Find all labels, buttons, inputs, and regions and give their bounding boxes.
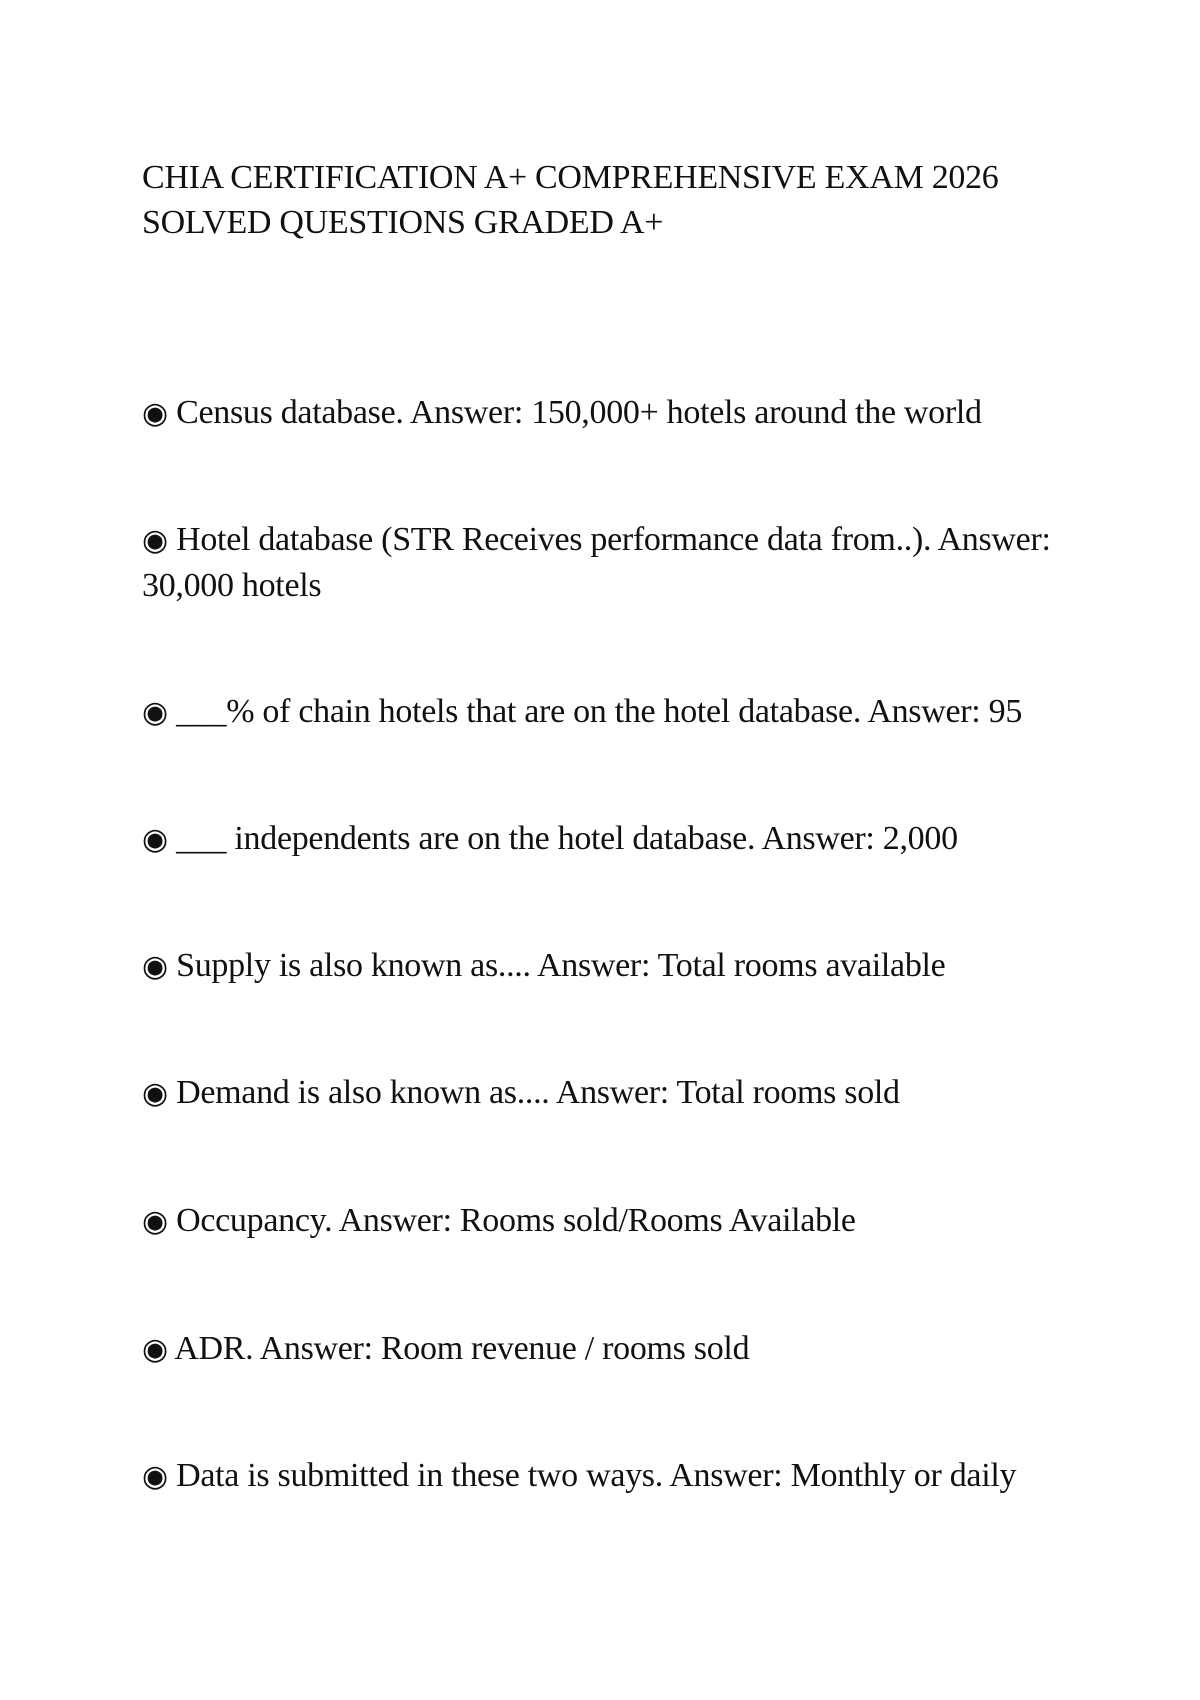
- qa-item: [142, 1326, 1062, 1372]
- qa-item: [142, 517, 1062, 608]
- qa-item-text: Hotel database (STR Receives performance data from..). Answer: 30,000 hotels: [142, 521, 1051, 604]
- fisheye-bullet-icon: ◉: [142, 1077, 168, 1110]
- qa-item: [142, 689, 1062, 735]
- qa-item: [142, 1453, 1062, 1499]
- qa-item: [142, 816, 1062, 862]
- qa-item-text: Demand is also known as.... Answer: Total rooms sold: [176, 1074, 900, 1111]
- document-title-line-2: SOLVED QUESTIONS GRADED A+: [142, 204, 664, 241]
- qa-item-text: ___% of chain hotels that are on the hotel database. Answer: 95: [176, 693, 1023, 730]
- qa-item: [142, 1198, 1062, 1244]
- document-title-line-1: CHIA CERTIFICATION A+ COMPREHENSIVE EXAM 2026: [142, 159, 999, 196]
- qa-item: [142, 390, 1062, 436]
- fisheye-bullet-icon: ◉: [142, 524, 168, 557]
- fisheye-bullet-icon: ◉: [142, 1205, 168, 1238]
- qa-item-text: Occupancy. Answer: Rooms sold/Rooms Available: [176, 1202, 856, 1239]
- fisheye-bullet-icon: ◉: [142, 1460, 168, 1493]
- fisheye-bullet-icon: ◉: [142, 823, 168, 856]
- qa-item-text: Data is submitted in these two ways. Answer: Monthly or daily: [176, 1457, 1017, 1494]
- qa-item: [142, 943, 1062, 989]
- fisheye-bullet-icon: ◉: [142, 397, 168, 430]
- qa-item-text: ADR. Answer: Room revenue / rooms sold: [174, 1330, 750, 1367]
- qa-item-text: Census database. Answer: 150,000+ hotels around the world: [176, 394, 982, 431]
- qa-item-text: Supply is also known as.... Answer: Total rooms available: [176, 947, 946, 984]
- document-title: [142, 155, 1042, 245]
- fisheye-bullet-icon: ◉: [142, 1333, 168, 1366]
- qa-item: [142, 1070, 1062, 1116]
- fisheye-bullet-icon: ◉: [142, 696, 168, 729]
- fisheye-bullet-icon: ◉: [142, 950, 168, 983]
- qa-item-text: ___ independents are on the hotel database. Answer: 2,000: [176, 820, 958, 857]
